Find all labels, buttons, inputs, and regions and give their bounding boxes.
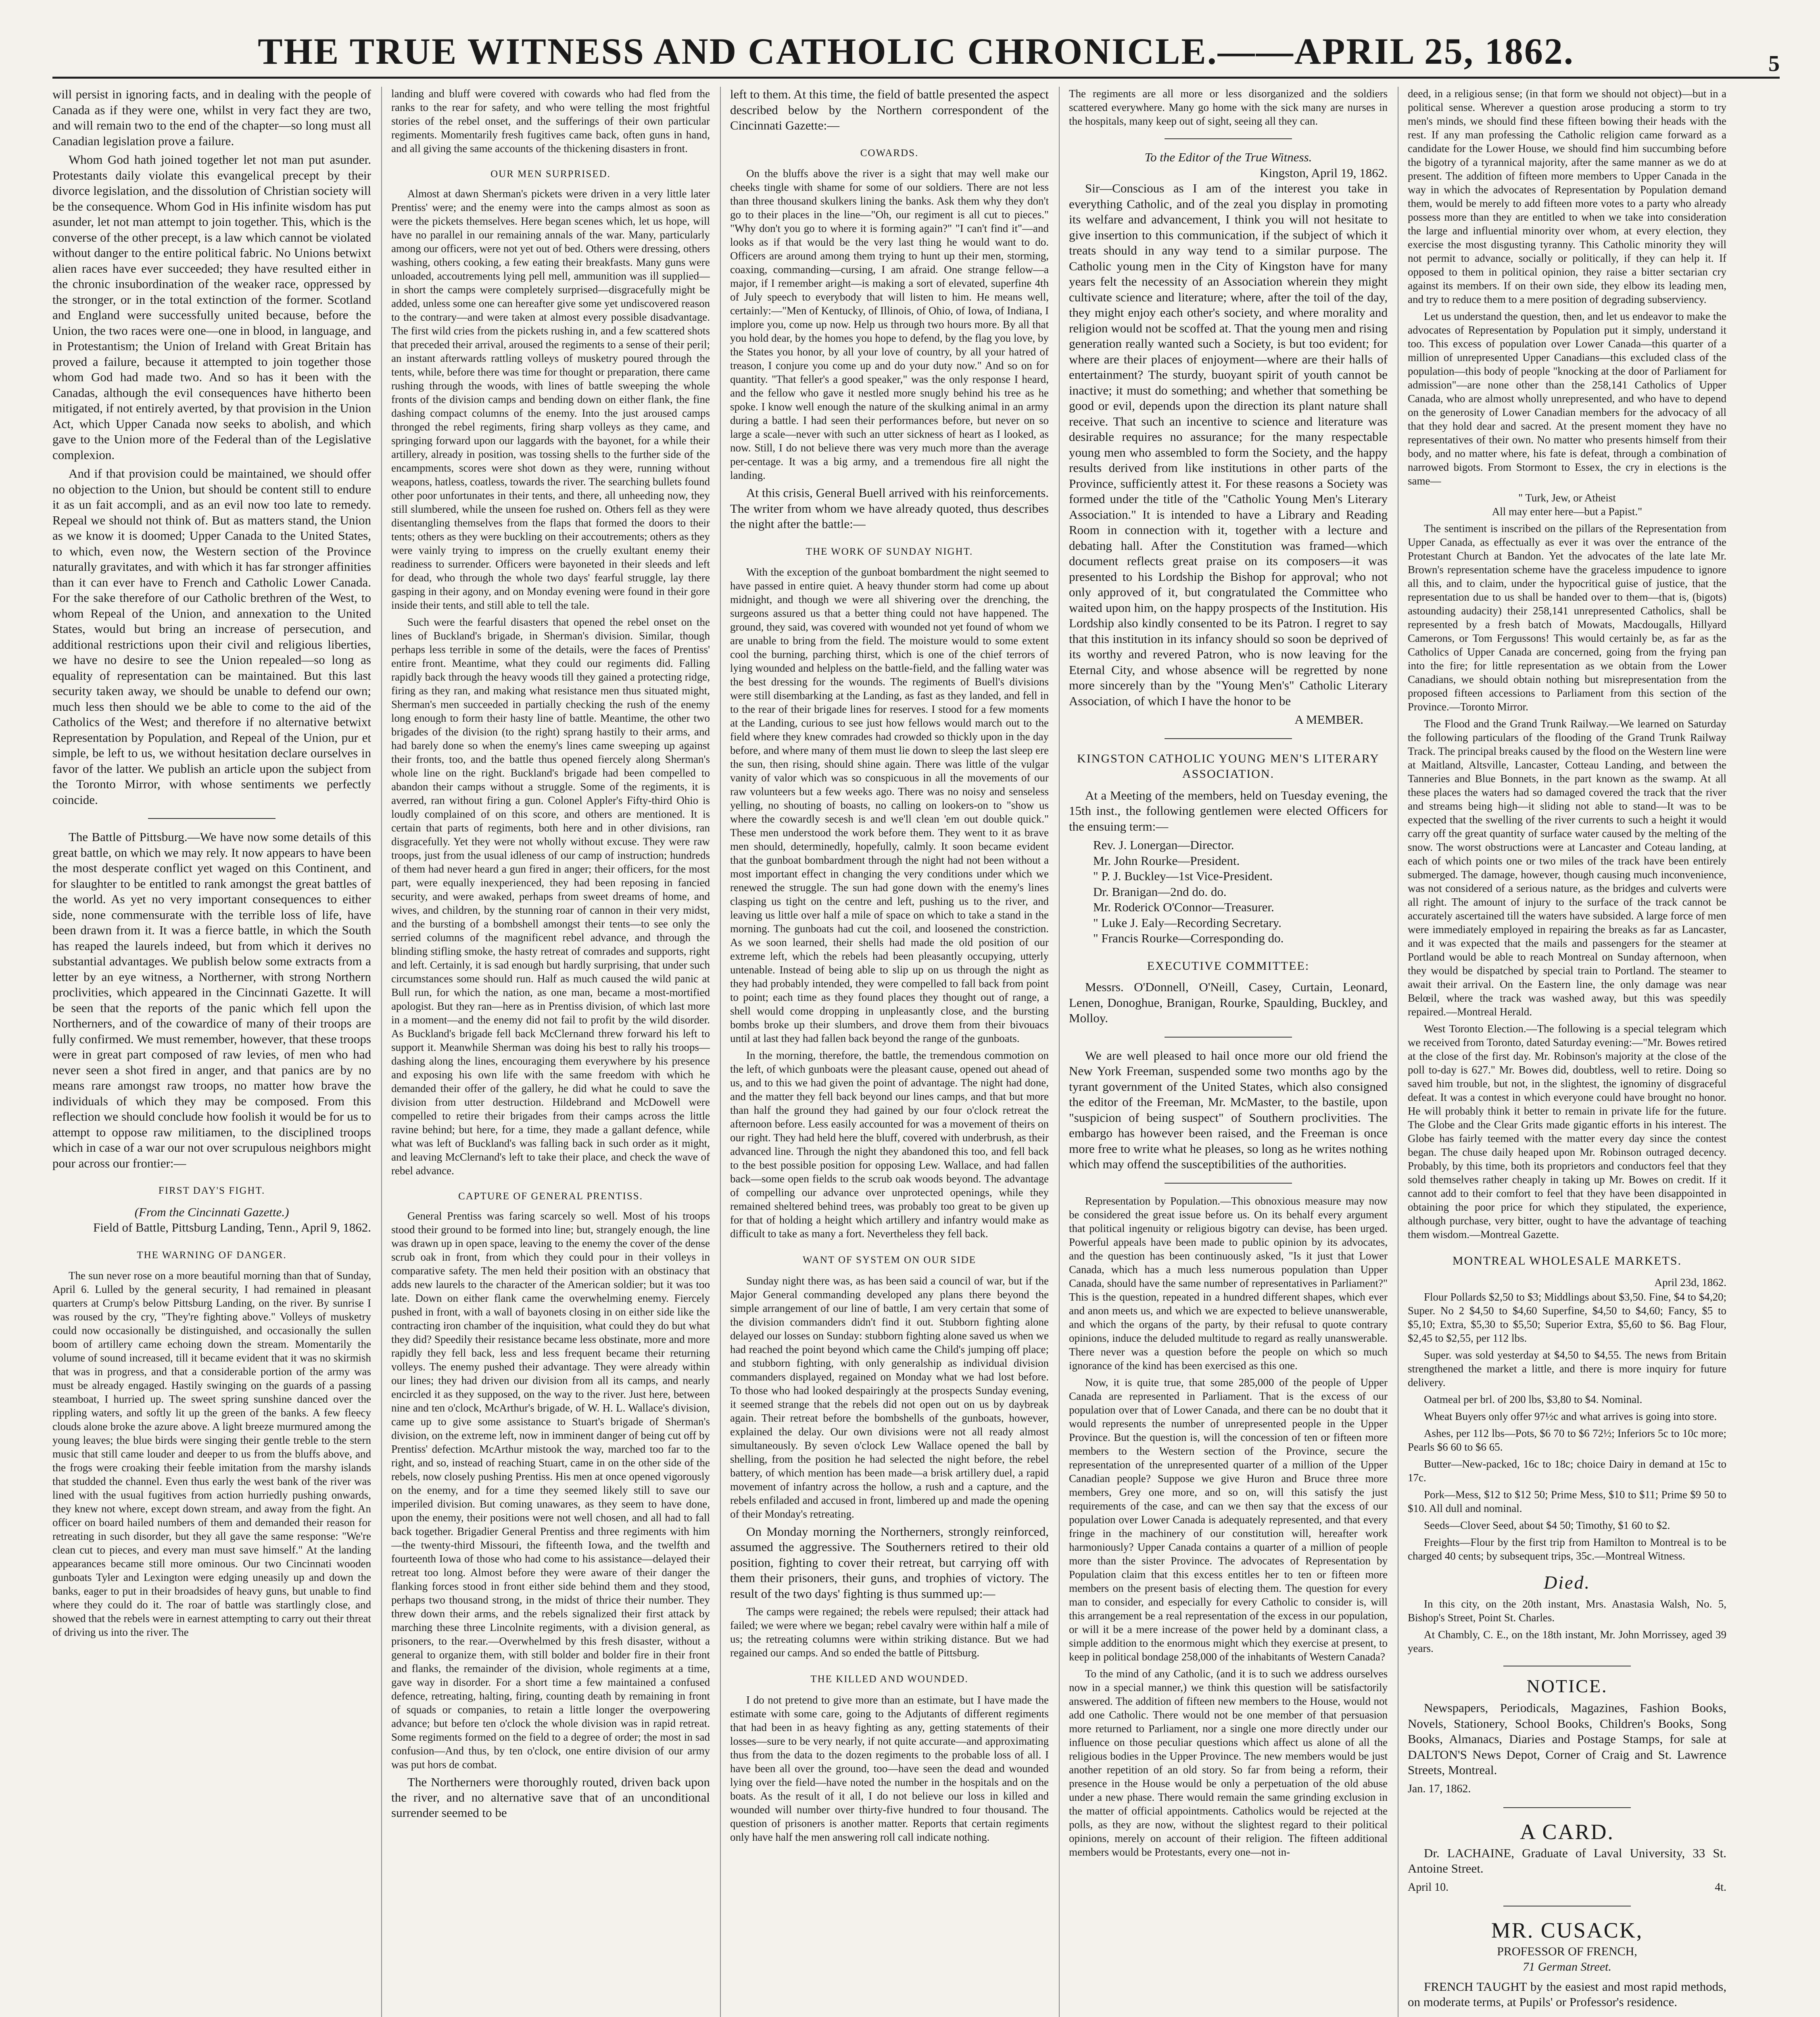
market-line: Super. was sold yesterday at $4,50 to $4,55. The news from Britain strengthened the market a little, and there is more inquiry for future delivery. xyxy=(1408,1349,1726,1389)
signoff: A MEMBER. xyxy=(1294,712,1363,727)
paragraph: deed, in a religious sense; (in that form we should not object)—but in a political sense. Wherever a question arose producing a storm to try men's minds, we should find these fifteen bowing their heads with the rest. If any man professing the Catholic religion came forward as a candidate for the Lower House, we should find him succumbing before the bigotry of a tyrannical majority, after the same manner as we do at present. The addition of fifteen more members to Upper Canada in the way in which the advocates of Representation by Population demand them, would be merely to add fifteen more votes to a party who already possess more than they are entitled to when we take into consideration the large and influential minority over whom, at every election, they exercise the most disgusting tyranny. This Catholic minority they will not permit to advance, socially or politically, if they can help it. If opposed to them in political opinion, they raise a bitter sectarian cry against its members. If on their own side, they elbow its leading men, and try to reduce them to a mere position of degrading subserviency. xyxy=(1408,88,1726,305)
market-line: Wheat Buyers only offer 97½c and what arrives is going into store. xyxy=(1424,1410,1717,1422)
source-line: (From the Cincinnati Gazette.) xyxy=(134,1205,289,1219)
paragraph: At this crisis, General Buell arrived with his reinforcements. The writer from whom we have already quoted, thus describes the night after the battle:— xyxy=(730,486,1049,531)
paragraph: Sunday night there was, as has been said a council of war, but if the Major General commanding developed any plans there beyond the simple arrangement of our line of battle, I am very certain that some of the division commanders didn't find it out. Stubborn fighting alone delayed our losses on Sunday: stubborn fighting alone saved us when we had reached the point beyond which came the Child's jumping off place; and stubborn fighting, with only generalship as individual division commanders displayed, regained on Monday what we had lost before. To those who had looked despairingly at the prospects Sunday evening, it seemed strange that the rebels did not open out on us by daybreak again. Their retreat before the bombshells of the gunboats, however, explained the delay. Our own divisions were not all ready almost simultaneously. By seven o'clock Lew Wallace opened the ball by shelling, from the position he had selected the night before, the rebel battery, of which mention has been made—a brisk artillery duel, a rapid movement of infantry across the hollow, a rush and a capture, and the rebels enfiladed and accused in front, limbered up and made the opening of their Monday's retreating. xyxy=(730,1274,1049,1520)
section-heading: WANT OF SYSTEM ON OUR SIDE xyxy=(802,1255,977,1265)
divider xyxy=(1165,738,1292,739)
paragraph: The Northerners were thoroughly routed, driven back upon the river, and no alternative save that of an unconditional surrender seemed to be xyxy=(391,1775,710,1820)
section-heading: CAPTURE OF GENERAL PRENTISS. xyxy=(458,1191,643,1202)
market-line: Ashes, per 112 lbs—Pots, $6 70 to $6 72½; Inferiors 5c to 10c more; Pearls $6 60 to $6 65. xyxy=(1408,1427,1726,1453)
paragraph: At a Meeting of the members, held on Tuesday evening, the 15th inst., the following gentlemen were elected Officers for the ensuing term:— xyxy=(1069,788,1388,833)
cusack-address: 71 German Street. xyxy=(1523,1960,1611,1973)
paragraph: West Toronto Election.—The following is a special telegram which we received from Toronto, dated Saturday evening:—"Mr. Bowes retired at the close of the first day. Mr. Robinson's majority at the close of the poll to-day is 627." Mr. Bowes did, doubtless, well to retire. Doing so saved him trouble, but not, in the slightest, the ignominy of disgraceful defeat. It was a contest in which everyone could have brought no honor. He will probably think it better to remain in private life for the future. The Globe and the Clear Grits made gigantic efforts in his interest. The Globe has fairly teemed with the matter every day since the contest began. The chuse daily heaped upon Mr. Robinson outraged decency. Probably, by this time, both its proprietors and conductors feel that they sold themselves rather cheaply in taking up Mr. Bowes on credit. If it cannot add to their comfort to feel that they have been disappointed in obtaining the poor price for which they stipulated, the experience, although purchase, very bitter, ought to have the advantage of teaching them wisdom.—Montreal Gazette. xyxy=(1408,1023,1726,1240)
paragraph: I do not pretend to give more than an estimate, but I have made the estimate with some care, going to the Adjutants of different regiments that had been in as heavy fighting as any, getting statements of their losses—sure to be very nearly, if not quite accurate—and approximating thus from the data to the dozen regiments to the probable loss of all. I have been all over the ground, too—have seen the dead and wounded lying over the field—have noted the number in the hospitals and on the boats. As the result of it all, I do not believe our loss in killed and wounded will number over thirty-five hundred to four thousand. The question of prisoners is another matter. Reports that certain regiments only have half the men answering roll call indicate nothing. xyxy=(730,1693,1049,1843)
paragraph: The Flood and the Grand Trunk Railway.—We learned on Saturday the following particulars of the flooding of the Grand Trunk Railway Track. The principal breaks caused by the flood on the Western line were at Maitland, Altsville, Lancaster, Cotteau Landing, and between the Tanneries and Blue Bonnets, in the part known as the swamp. At all these places the waters had so damaged covered the track that the river and streams being high—it sliding not able to stand—It was to be expected that the swelling of the river currents to such a height it would carry off the great quantity of surface water caused by the melting of the snow. The worst obstructions were at Lancaster and Coteau landing, at each of which points one or two miles of the track have been entirely submerged. The damage, however, though causing much inconvenience, was not considered of a serious nature, as the bridges and culverts were all right. The amount of injury to the surface of the track cannot be accurately ascertained till the waters have subsided. A large force of men were immediately employed in repairing the breaks as far as Lancaster, and it was expected that the mails and passengers for the steamer at Portland would be able to reach Montreal on Sunday afternoon, when they would be dispatched by special train to Portland. The steamer to await their arrival. On the Eastern line, the only damage was near Belœil, where the track was washed away, but this was speedily repaired.—Montreal Herald. xyxy=(1408,718,1726,1018)
section-heading: EXECUTIVE COMMITTEE: xyxy=(1147,959,1310,973)
paragraph: landing and bluff were covered with cowards who had fled from the ranks to the rear for safety, and who were telling the most frightful stories of the rebel onset, and the sufferings of their own particular regiments. Momentarily fresh fugitives came back, often guns in hand, and all giving the same accounts of the thickening disasters in front. xyxy=(391,88,710,155)
cusack-heading: MR. CUSACK, xyxy=(1491,1918,1643,1942)
masthead-title: THE TRUE WITNESS AND CATHOLIC CHRONICLE.——APRIL 25, 1862. xyxy=(258,31,1574,72)
paragraph: And if that provision could be maintained, we should offer no objection to the Union, but should be content still to endure it as un fait accompli, and as an evil now too late to remedy. Repeal we should not think of. But as matters stand, the Union as we know it is doomed; Upper Canada to the United States, to which, even now, the Western section of the Province naturally gravitates, and with which it has far stronger affinities than it can ever have to French and Catholic Lower Canada. For the sake therefore of our Catholic brethren of the West, to whom Repeal of the Union, and annexation to the United States, would but bring an increase of persecution, and additional restrictions upon their civil and religious liberties, we have no desire to see the Union repealed—so long as equality of representation can be maintained. But this last security taken away, we should be unable to defend our own; much less then should we be able to come to the aid of the Catholics of the West; and therefore if no alternative betwixt Representation by Population, and Repeal of the Union, pur et simple, be left to us, we without hesitation declare ourselves in favor of the latter. We publish an article upon the subject from the Toronto Mirror, with whose sentiments we perfectly coincide. xyxy=(52,466,371,807)
advertisement: Newspapers, Periodicals, Magazines, Fashion Books, Novels, Stationery, School Books, Children's Books, Song Books, Almanacs, Diaries and Postage Stamps, for sale at DALTON'S News Depot, Corner of Craig and St. Lawrence Streets, Montreal. xyxy=(1408,1701,1726,1777)
quote-line: " Turk, Jew, or Atheist xyxy=(1518,492,1616,504)
paragraph: The camps were regained; the rebels were repulsed; their attack had failed; we were where we began; rebel cavalry were within half a mile of us; the retreating columns were within striking distance. But we had regained our camps. And so ended the battle of Pittsburg. xyxy=(730,1606,1049,1659)
officer-line: Dr. Branigan—2nd do. do. xyxy=(1093,884,1227,899)
officer-line: Rev. J. Lonergan—Director. xyxy=(1093,838,1234,852)
died-heading: Died. xyxy=(1544,1572,1590,1593)
paragraph: Almost at dawn Sherman's pickets were driven in a very little later Prentiss' were; and the enemy were into the camps almost as soon as were the pickets themselves. Here began scenes which, let us hope, will have no parallel in our remaining annals of the war. Many, particularly among our officers, were not yet out of bed. Others were dressing, others washing, others cooking, a few eating their breakfasts. Many guns were unloaded, accoutrements lying pell mell, ammunition was ill supplied—in short the camps were completely surprised—disgracefully might be added, unless some one can hereafter give some yet undiscovered reason to the contrary—and were taken at almost every possible disadvantage. The first wild cries from the pickets rushing in, and a few scattered shots that preceded their arrival, aroused the regiments to a sense of their peril; an instant afterwards rattling volleys of musketry poured through the tents, while, before there was time for thought or preparation, there came rushing through the woods, with lines of battle sweeping the whole fronts of the division camps and bending down on either flank, the fine dashing compact columns of the enemy. Into the just aroused camps thronged the rebel regiments, firing sharp volleys as they came, and springing forward upon our laggards with the bayonet, for a while their artillery, already in position, was tossing shells to the further side of the encampments, scores were shot down as they were, running without weapons, hatless, coatless, towards the river. The searching bullets found other poor unfortunates in their tents, and there, all unheeding now, they still slumbered, while the unseen foe rushed on. Others fell as they were disentangling themselves from the flaps that formed the doors to their tents; others as they were buckling on their accoutrements; others as they were vainly trying to impress on the cruelly exultant enemy their readiness to surrender. Officers were bayoneted in their sleeds and left for dead, who through the whole two days' fearful struggle, lay there gasping in their agony, and on Monday evening were found in their gore inside their tents, and still able to tell the tale. xyxy=(391,188,710,611)
paragraph: With the exception of the gunboat bombardment the night seemed to have passed in entire quiet. A heavy thunder storm had come up about midnight, and though we were all shivering over the drenching, the surgeons assured us that a better thing could not have happened. The ground, they said, was covered with wounded not yet found of whom we are unable to bring from the field. The moisture would to some extent cool the burning, parching thirst, which is one of the chief terrors of lying wounded and helpless on the battle-field, and the falling water was the best dressing for the wounds. The regiments of Buell's divisions were still disembarking at the Landing, as fast as they landed, and fell in to the rear of their brigade lines for reserves. I stood for a few moments at the Landing, curious to see just how fellows would march out to the field where they knew comrades had crowded so thickly upon in the day before, and where many of them must lie down to sleep the last sleep ere the sun, then rising, should shine again. There was little of the vulgar vanity of valor which was so conspicuous in all the movements of our raw volunteers but a few weeks ago. There was no noisy and senseless yelling, no shouting of boasts, no calling on lookers-on to "show us where the cowardly secesh is and we'll clean 'em out double quick." These men understood the work before them. They went to it as brave men should, determinedly, hopefully, calmly. It soon became evident that the gunboat bombardment through the night had not been without a most important effect in changing the very conditions under which we renewed the struggle. The sun had gone down with the enemy's lines clasping us tight on the centre and left, pushing us to the river, and leaving us little over half a mile of space on which to take a stand in the morning. The gunboats had cut the coil, and loosened the constriction. As we soon learned, their shells had made the old position of our extreme left, which the rebels had been pleasantly occupying, utterly untenable. Instead of being able to slip up on us through the night as they had probably intended, they were compelled to fall back from point to point; each time as they found places they thought out of range, a shell would come dropping in unpleasantly close, and the bursting bombs broke up their slumbers, and drove them from their bivouacs until at last they had fallen back beyond the range of the gunboats. xyxy=(730,566,1049,1044)
paragraph: The Battle of Pittsburg.—We have now some details of this great battle, on which we may rely. It now appears to have been the most desperate conflict yet waged on this Continent, and for slaughter to be entitled to rank amongst the great battles of the world. As yet no very important consequences to either side, none commensurate with the terrible loss of life, have been drawn from it. It was a fierce battle, in which the South has reaped the laurels indeed, but from which it derives no substantial advantages. We publish below some extracts from a letter by an eye witness, a Northerner, with strong Northern proclivities, which appeared in the Cincinnati Gazette. It will be seen that the reports of the panic which fell upon the Northerners, and of the cowardice of many of their troops are fully confirmed. We must remember, however, that these troops were in great part composed of raw levies, of men who had never seen a shot fired in anger, and that panics are by no means rare amongst raw troops, no matter how brave the individuals of which they may be composed. From this reflection we should conclude how foolish it would be for us to attempt to oppose raw militiamen, to the disciplined troops which in case of a war our not over scrupulous neighbors might pour across our frontier:— xyxy=(52,830,371,1170)
ad-date: Jan. 17, 1862. xyxy=(1408,1782,1471,1795)
advertisement: FRENCH TAUGHT by the easiest and most rapid methods, on moderate terms, at Pupils' or Professor's residence. xyxy=(1408,1979,1726,2009)
market-line: Butter—New-packed, 16c to 18c; choice Dairy in demand at 15c to 17c. xyxy=(1408,1458,1726,1484)
column-rule xyxy=(720,87,721,2017)
officer-line: " Francis Rourke—Corresponding do. xyxy=(1093,931,1284,945)
paragraph: In the morning, therefore, the battle, the tremendous commotion on the left, of which gunboats were the pleasant cause, opened out ahead of us, and to this we had given the point of advantage. The night had done, and the matter they fell back beyond our lines camps, and that but more than half the ground they had gained by our four o'clock retreat the afternoon before. Less easily accounted for was a movement of theirs on our right. They had held here the bluff, covered with underbrush, as their advanced line. Through the night they abandoned this too, and fell back to the best possible position for opposing Lew. Wallace, and had fallen back—some open fields to the scrub oak woods beyond. The advantage of compelling our advance over unprotected openings, while they remained sheltered behind trees, was probably too great to be given up for that of holding a height which artillery and infantry would make as difficult to take as many a fort. Nevertheless they fell back. xyxy=(730,1049,1049,1240)
ad-date: April 10. xyxy=(1408,1881,1449,1894)
column-5 xyxy=(1408,87,1726,2017)
market-line: Oatmeal per brl. of 200 lbs, $3,80 to $4. Nominal. xyxy=(1424,1393,1643,1405)
divider xyxy=(1503,1807,1631,1808)
paragraph: Messrs. O'Donnell, O'Neill, Casey, Curtain, Leonard, Lenen, Donoghue, Branigan, Rourke, Spaulding, Buckley, and Molloy. xyxy=(1069,980,1388,1025)
market-line: Pork—Mess, $12 to $12 50; Prime Mess, $10 to $11; Prime $9 50 to $10. All dull and nominal. xyxy=(1408,1489,1726,1514)
column-2 xyxy=(391,87,710,2017)
divider xyxy=(1165,1183,1292,1184)
advertisement: Dr. LACHAINE, Graduate of Laval University, 33 St. Antoine Street. xyxy=(1408,1846,1726,1875)
paragraph: Now, it is quite true, that some 285,000 of the people of Upper Canada are represented in Parliament. That is the excess of our population over that of Lower Canada, and there can be no doubt that it would represents the number of unrepresented people in the Upper Province. But the question is, will the concession of ten or fifteen more members to the Western section of the Province, secure the representation of the unrepresented quarter of a million of the Upper Canadian people? Suppose we give Huron and Bruce three more members, Grey one more, and so on, will this satisfy the just requirements of the case, and can we then say that the excess of our population over Lower Canada is adequately represented, and that every fringe in the machinery of our constitution will, hereafter work harmoniously? Upper Canada contains a quarter of a million of people more than the sister Province. The advocates of Representation by Population claim that this excess entitles her to ten or fifteen more members on the present basis of electing them. The question for every man to consider, and especially for every Catholic to consider is, will this arrangement be a real representation of the excess in our population, or will it be a mere increase of the power held by a dominant class, a simple addition to the enormous might which they exercise at present, to keep in political bondage 258,000 of the inhabitants of Western Canada? xyxy=(1069,1376,1388,1663)
column-4 xyxy=(1069,87,1388,2017)
column-1 xyxy=(52,87,371,2017)
section-heading: THE WARNING OF DANGER. xyxy=(137,1249,287,1261)
paragraph: left to them. At this time, the field of battle presented the aspect described below by the Northern correspondent of the Cincinnati Gazette:— xyxy=(730,87,1049,132)
officer-line: " P. J. Buckley—1st Vice-President. xyxy=(1093,869,1273,883)
dateline: Kingston, April 19, 1862. xyxy=(1260,165,1388,180)
market-line: Flour Pollards $2,50 to $3; Middlings about $3,50. Fine, $4 to $4,20; Super. No 2 $4,50 to $4,60 Superfine, $4,50 to $4,60; Fancy, $5 to $5,10; Extra, $5,30 to $5,50; Superior Extra, $5,60 to $6. Bag Flour, $2,45 to $2,55, per 112 lbs. xyxy=(1408,1291,1726,1344)
officer-line: Mr. John Rourke—President. xyxy=(1093,853,1240,868)
section-heading: OUR MEN SURPRISED. xyxy=(490,169,611,180)
death-notice: At Chambly, C. E., on the 18th instant, Mr. John Morrissey, aged 39 years. xyxy=(1408,1628,1726,1654)
officer-line: Mr. Roderick O'Connor—Treasurer. xyxy=(1093,900,1274,914)
paragraph: Sir—Conscious as I am of the interest you take in everything Catholic, and of the zeal you display in promoting its welfare and advancement, I think you will not hesitate to give insertion to this communication, if the subject of which it treats should in any way tend to a similar purpose. The Catholic young men in the City of Kingston have for many years felt the necessity of an Association wherein they might cultivate science and literature; where, after the toil of the day, they might enjoy each other's society, and where morality and religion would not be scoffed at. That the young men and rising generation really wanted such a Society, is but too evident; for where are their places of enjoyment—where are their halls of entertainment? The sturdy, buoyant spirit of youth cannot be inactive; it must do something; and whether that something be good or evil, depends upon the direction its plant nature shall receive. That such an incentive to science and literature was desirable requires no assurance; for the many respectable young men who assembled to form the Society, and the happy results derived from like institutions in other parts of the Province, sufficiently attest it. For these reasons a Society was formed under the title of the "Catholic Young Men's Literary Association." It is intended to have a Library and Reading Room in connection with it, together with a lecture and debating hall. After the Constitution was framed—which document reflects great praise on its composers—it was presented to his Lordship the Bishop for approval; who not only approved of it, but congratulated the Committee who waited upon him, on the happy prospects of the Institution. His Lordship also kindly consented to be its Patron. I regret to say that this institution in its infancy should so soon be deprived of its worthy and revered Patron, who is now leaving for the Eternal City, and whose absence will be regretted by none more sincerely than by the "Young Men's" Catholic Literary Association, of which I have the honor to be xyxy=(1069,181,1388,708)
section-heading: COWARDS. xyxy=(860,147,919,159)
section-heading: KINGSTON CATHOLIC YOUNG MEN'S LITERARY ASSOCIATION. xyxy=(1077,752,1380,781)
paragraph: On the bluffs above the river is a sight that may well make our cheeks tingle with shame for some of our soldiers. There are not less than three thousand skulkers lining the banks. Ask them why they don't go to their places in the line—"Oh, our regiment is all cut to pieces." "Why don't you go to where it is forming again?" "I can't find it"—and looks as if that would be the very last thing he would want to do. Officers are around among them trying to hunt up their men, storming, coaxing, commanding—cursing, I am afraid. One strange fellow—a major, if I remember aright—is making a sort of elevated, superfine 4th of July speech to everybody that will listen to him. He means well, certainly:—"Men of Kentucky, of Illinois, of Ohio, of Iowa, of Indiana, I implore you, come up now. Help us through two hours more. By all that you hold dear, by the homes you hope to defend, by the flag you love, by the States you honor, by all your love of country, by all your hatred of treason, I conjure you come up and do your duty now." And so on for quantity. "That feller's a good speaker," was the only response I heard, and the fellow who gave it nestled more snugly behind his tree as he spoke. I know well enough the nature of the skulking animal in an army during a battle. I had seen their performances before, but never on so large a scale—never with such an utter sickness of heart as I looked, as now. Still, I do not believe there was very much more than the average per-centage. It was a big army, and a tremendous fire all night the landing. xyxy=(730,167,1049,481)
section-heading: THE KILLED AND WOUNDED. xyxy=(810,1674,968,1685)
notice-heading: NOTICE. xyxy=(1526,1675,1608,1696)
paragraph: Let us understand the question, then, and let us endeavor to make the advocates of Representation by Population put it simply, understand it too. This excess of population over Lower Canada—this quarter of a million of unrepresented Upper Canadians—this excluded class of the population—this body of people "knocking at the door of Parliament for admission"—are none other than the 258,141 Catholics of Upper Canada, who are almost wholly unrepresented, and who have to depend on the generosity of Lower Canadian members for the advocacy of all that they hold dear and sacred. At the present moment they have no representatives of their own. No matter who presents himself from their body, and no matter where, his fate is defeat, through a combination of narrowed bigots. From Stormont to Essex, the cry in elections is the same— xyxy=(1408,310,1726,487)
paragraph: To the mind of any Catholic, (and it is to such we address ourselves now in a special manner,) we think this question will be satisfactorily answered. The addition of fifteen new members to the House, would not add one Catholic. There would not be one member of that persuasion more returned to Parliament, nor a single one more directly under our influence on those peculiar questions which affect us alone of all the religious bodies in the Upper Province. The new members would be just another repetition of an old story. So far from being a reform, their presence in the House would be only a perpetuation of the old abuse under a new phase. There would remain the same grinding exclusion in the matter of official appointments. Catholics would be rejected at the polls, as they are now, without the slightest regard to their political opinions, merely on account of their religion. The fifteen additional members would be Protestants, every one—not in- xyxy=(1069,1667,1388,1858)
page-number: 5 xyxy=(1768,51,1780,76)
dateline: April 23d, 1862. xyxy=(1654,1276,1726,1288)
market-line: Freights—Flour by the first trip from Hamilton to Montreal is to be charged 40 cents; by subsequent trips, 35c.—Montreal Witness. xyxy=(1408,1536,1726,1562)
paragraph: Such were the fearful disasters that opened the rebel onset on the lines of Buckland's brigade, in Sherman's division. Similar, though perhaps less terrible in some of the details, were the faces of Prentiss' entire front. Meantime, what they could our regiments did. Falling rapidly back through the heavy woods till they gained a protecting ridge, firing as they ran, and making what resistance men thus situated might, Sherman's men succeeded in partially checking the rush of the enemy long enough to form their hasty line of battle. Meantime, the other two brigades of the division (to the right) sprang hastily to their arms, and had barely done so when the enemy's lines came sweeping up against their fronts, too, and the battle thus opened fiercely along Sherman's whole line on the right. Buckland's brigade had been compelled to abandon their camps without a struggle. Some of the regiments, it is averred, ran without firing a gun. Colonel Appler's Fifty-third Ohio is loudly complained of on this score, and others are mentioned. It is certain that parts of regiments, both here and in other divisions, ran disgracefully. Yet they were not wholly without excuse. They were raw troops, just from the usual idleness of our camp of instruction; hundreds of them had never heard a gun fired in anger; their officers, for the most part, were equally inexperienced, they had been reposing in fancied security, and were awaked, perhaps from sweet dreams of home, and wives, and children, by the stunning roar of cannon in their very midst, and the bursting of a bombshell amongst their tents—to see only the serried columns of the magnificent rebel advance, and through the blinding stifling smoke, the hasty retreat of comrades and supports, right and left. Certainly, it is sad enough but hardly surprising, that under such circumstances some should run. Half as much caused the wild panic at Bull run, for which the nation, as one man, became a most-mortified apologist. But they ran—here as in Prentiss division, of which last more in a moment—and the enemy did not fail to profit by the wild disorder. As Buckland's brigade fell back McClernand threw forward his left to support it. Meanwhile Sherman was doing his best to rally his troops—dashing along the lines, encouraging them everywhere by his presence and exposing his own life with the same freedom with which he demanded their offer of the gallery, he did what he could to save the division from utter destruction. Hildebrand and McDowell were compelled to retire their brigades from their camps across the little ravine behind; but here, for a time, they made a gallant defence, while what was left of Buckland's was falling back in such order as it might, and leaving McClernand's left to take their place, and check the wave of rebel advance. xyxy=(391,616,710,1177)
letter-heading: To the Editor of the True Witness. xyxy=(1144,150,1312,164)
section-heading: FIRST DAY'S FIGHT. xyxy=(158,1185,265,1196)
market-line: Seeds—Clover Seed, about $4 50; Timothy, $1 60 to $2. xyxy=(1424,1519,1670,1531)
ad-footer xyxy=(1408,1880,1726,1896)
officer-line: " Luke J. Ealy—Recording Secretary. xyxy=(1093,915,1282,930)
paragraph: Whom God hath joined together let not man put asunder. Protestants daily violate this evangelical precept by their divorce legislation, and the dissolution of Christian society will be the consequence. Whom God in His infinite wisdom has put asunder, let not man attempt to join together. This, which is the converse of the other precept, is a law which cannot be violated without danger to the entire political fabric. No Unions betwixt alien races have ever succeeded; they have resulted either in the chronic insubordination of the weaker race, oppressed by the stronger, or in the total extinction of the former. Scotland and England were successfully united because, before the Union, the two races were one—one in blood, in language, and in Protestantism; the Union of Ireland with Great Britain has proved a failure, because it attempted to join together those whom God had made two. And so has it been with the Canadas, although the evil consequences have hitherto been mitigated, if not entirely averted, by that provision in the Union Act, which Upper Canada now seeks to abolish, and which gave to the Union more of the Federal than of the Legislative complexion. xyxy=(52,152,371,462)
divider xyxy=(1165,1037,1292,1038)
paragraph: The sentiment is inscribed on the pillars of the Representation from Upper Canada, as effectually as ever it was over the entrance of the Protestant Church at Bandon. Yet the advocates of the late late Mr. Brown's representation scheme have the graceless impudence to ignore all this, and to claim, under the hypocritical guise of justice, that the representation due to us shall be handed over to them—that is, (bigots) astounding audacity) their 258,141 unrepresented Catholics, shall be represented by a fresh batch of Mowats, Macdougalls, Hillyard Camerons, or Tom Fergussons! This would certainly be, as far as the Catholics of Upper Canada are concerned, going from the frying pan into the fire; for little representation as we obtain from the Lower Canadians, we should obtain nothing but misrepresentation from the proposed fifteen accessions to Parliament from this section of the Province.—Toronto Mirror. xyxy=(1408,522,1726,713)
paragraph: Representation by Population.—This obnoxious measure may now be considered the great issue before us. On its behalf every argument that political ingenuity or religious bigotry can devise, has been urged. Powerful appeals have been made to public opinion by its advocates, and the question has been continuously asked, "Is it just that Lower Canada, which has a much less numerous population than Upper Canada, should have the same number of representatives in Parliament?" This is the question, repeated in a hundred different shapes, which ever and anon meets us, and which we are expected to believe unanswerable, and which the organs of the party, by their refusal to quote contrary opinions, induce the deluded multitude to regard as really unanswerable. There never was a question before the people on which so much ignorance of the kind has been exercised as this one. xyxy=(1069,1194,1388,1372)
column-rule xyxy=(381,87,382,2017)
dateline: Field of Battle, Pittsburg Landing, Tenn., April 9, 1862. xyxy=(93,1220,371,1234)
column-rule xyxy=(1059,87,1060,2017)
paragraph: The sun never rose on a more beautiful morning than that of Sunday, April 6. Lulled by the general security, I had remained in pleasant quarters at Crump's below Pittsburg Landing, on the river. By sunrise I was roused by the cry, "They're fighting above." Volleys of musketry could now occasionally be distinguished, and occasionally the sullen boom of artillery came echoing down the stream. Momentarily the volume of sound increased, till it became evident that it was no skirmish that was in progress, and that a considerable portion of the army was must be already engaged. Hastily swinging on the guards of a passing steamboat, I hurried up. The sweet spring sunshine danced over the rippling waters, and softly lit up the green of the banks. A few fleecy clouds alone broke the azure above. A light breeze murmured among the young leaves; the blue birds were singing their gentle treble to the stern music that still came louder and deeper to us from the bluffs above, and the frogs were croaking their feeble imitation from the marshy islands that studded the channel. Even thus early the west bank of the river was lined with the usual fugitives from action hurriedly pushing onwards, they knew not where, except down stream, and away from the fight. An officer on board hailed numbers of them and demanded their reason for retreating in such disorder, but they all gave the same response: "We're clean cut to pieces, and every man must save himself." At the landing appearances became still more ominous. Our two Cincinnati wooden gunboats Tyler and Lexington were edging uneasily up and down the banks, eager to put in their broadsides of heavy guns, but unable to find where they could do it. The roar of battle was startlingly close, and showed that the rebels were in earnest attempting to carry out their threat of driving us into the river. The xyxy=(52,1269,371,1638)
divider xyxy=(148,818,276,819)
paragraph: General Prentiss was faring scarcely so well. Most of his troops stood their ground to be formed into line; but, strangely enough, the line was drawn up in open space, leaving to the enemy the cover of the dense scrub oak in front, from which they could pour in their volleys in comparative safety. The men held their position with an obstinacy that adds new laurels to the character of the American soldier; but it was too late. Down on either flank came the overwhelming enemy. Fiercely pushed in front, with a wall of bayonets closing in on either side like the contracting iron chamber of the inquisition, what could they do but what they did? Speedily their resistance became less obstinate, more and more rapidly they fell back, less and less frequent became their returning volleys. The enemy pushed their advantage. They were already within our lines; they had driven our division from all its camps, and nearly encircled it as they supposed, on the way to the river. Just here, between nine and ten o'clock, McArthur's brigade, of W. H. L. Wallace's division, came up to give some assistance to Stuart's brigade of Sherman's division, on the extreme left, now in imminent danger of being cut off by Prentiss' defection. McArthur mistook the way, marched too far to the right, and so, instead of reaching Stuart, came in on the other side of the rebels, now closely pushing Prentiss. His men at once opened vigorously on the enemy, and for a time they seemed likely still to save our imperiled division. But coming unawares, as they seem to have done, upon the enemy, their positions were not well chosen, and all had to fall back together. Brigadier General Prentiss and three regiments with him—the twenty-third Missouri, the fifteenth Iowa, and the twelfth and fourteenth Iowa of those who had come to his assistance—delayed their retreat too long. Almost before they were aware of their danger the flanking forces stood in front either side behind them and they stood, perhaps two thousand strong, in the midst of thrice their number. They threw down their arms, and the rebels signalized their first attack by marching these three Lincolnite regiments, with a division general, as prisoners, to the rear.—Overwhelmed by this fresh disaster, without a general to organize them, with still bolder and bolder fire in their front and flanks, the remainder of the division, whole regiments at a time, gave way in disorder. For a short time a few maintained a confused defence, retreating, halting, firing, counting death by remaining in front of squads or companies, to retain a little longer the overpowering advance; but before ten o'clock the whole division was in rapid retreat. Some regiments formed on the field to a degree of order; the most in sad confusion—And thus, by ten o'clock, one entire division of our army was put hors de combat. xyxy=(391,1210,710,1771)
section-heading: MONTREAL WHOLESALE MARKETS. xyxy=(1452,1254,1682,1267)
ad-run: 4t. xyxy=(1715,1881,1726,1894)
quote-line: All may enter here—but a Papist." xyxy=(1492,505,1643,518)
section-heading: THE WORK OF SUNDAY NIGHT. xyxy=(806,546,973,557)
divider xyxy=(1165,138,1292,139)
column-3 xyxy=(730,87,1049,2017)
paragraph: The regiments are all more or less disorganized and the soldiers scattered everywhere. Many go home with the sick many are nurses in the hospitals, many keep out of sight, seeing all they can. xyxy=(1069,88,1388,127)
death-notice: In this city, on the 20th instant, Mrs. Anastasia Walsh, No. 5, Bishop's Street, Point St. Charles. xyxy=(1408,1597,1726,1624)
cusack-subtitle: PROFESSOR OF FRENCH, xyxy=(1497,1944,1637,1958)
paragraph: We are well pleased to hail once more our old friend the New York Freeman, suspended some two months ago by the tyrant government of the United States, which also consigned the editor of the Freeman, Mr. McMaster, to the bastile, upon "suspicion of being suspect" of Southern proclivities. The embargo has however been raised, and the Freeman is once more free to write what he pleases, so long as he writes nothing which may offend the susceptibilities of the authorities. xyxy=(1069,1048,1388,1171)
masthead xyxy=(52,12,1780,79)
paragraph: will persist in ignoring facts, and in dealing with the people of Canada as if they were one, whilst in very fact they are two, and will remain two to the end of the chapter—so long must all Canadian legislation prove a failure. xyxy=(52,87,371,148)
card-heading: A CARD. xyxy=(1519,1820,1615,1844)
paragraph: On Monday morning the Northerners, strongly reinforced, assumed the aggressive. The Southerners retired to their old position, fighting to cover their retreat, but carrying off with them their prisoners, their guns, and trophies of victory. The result of the two days' fighting is thus summed up:— xyxy=(730,1524,1049,1601)
